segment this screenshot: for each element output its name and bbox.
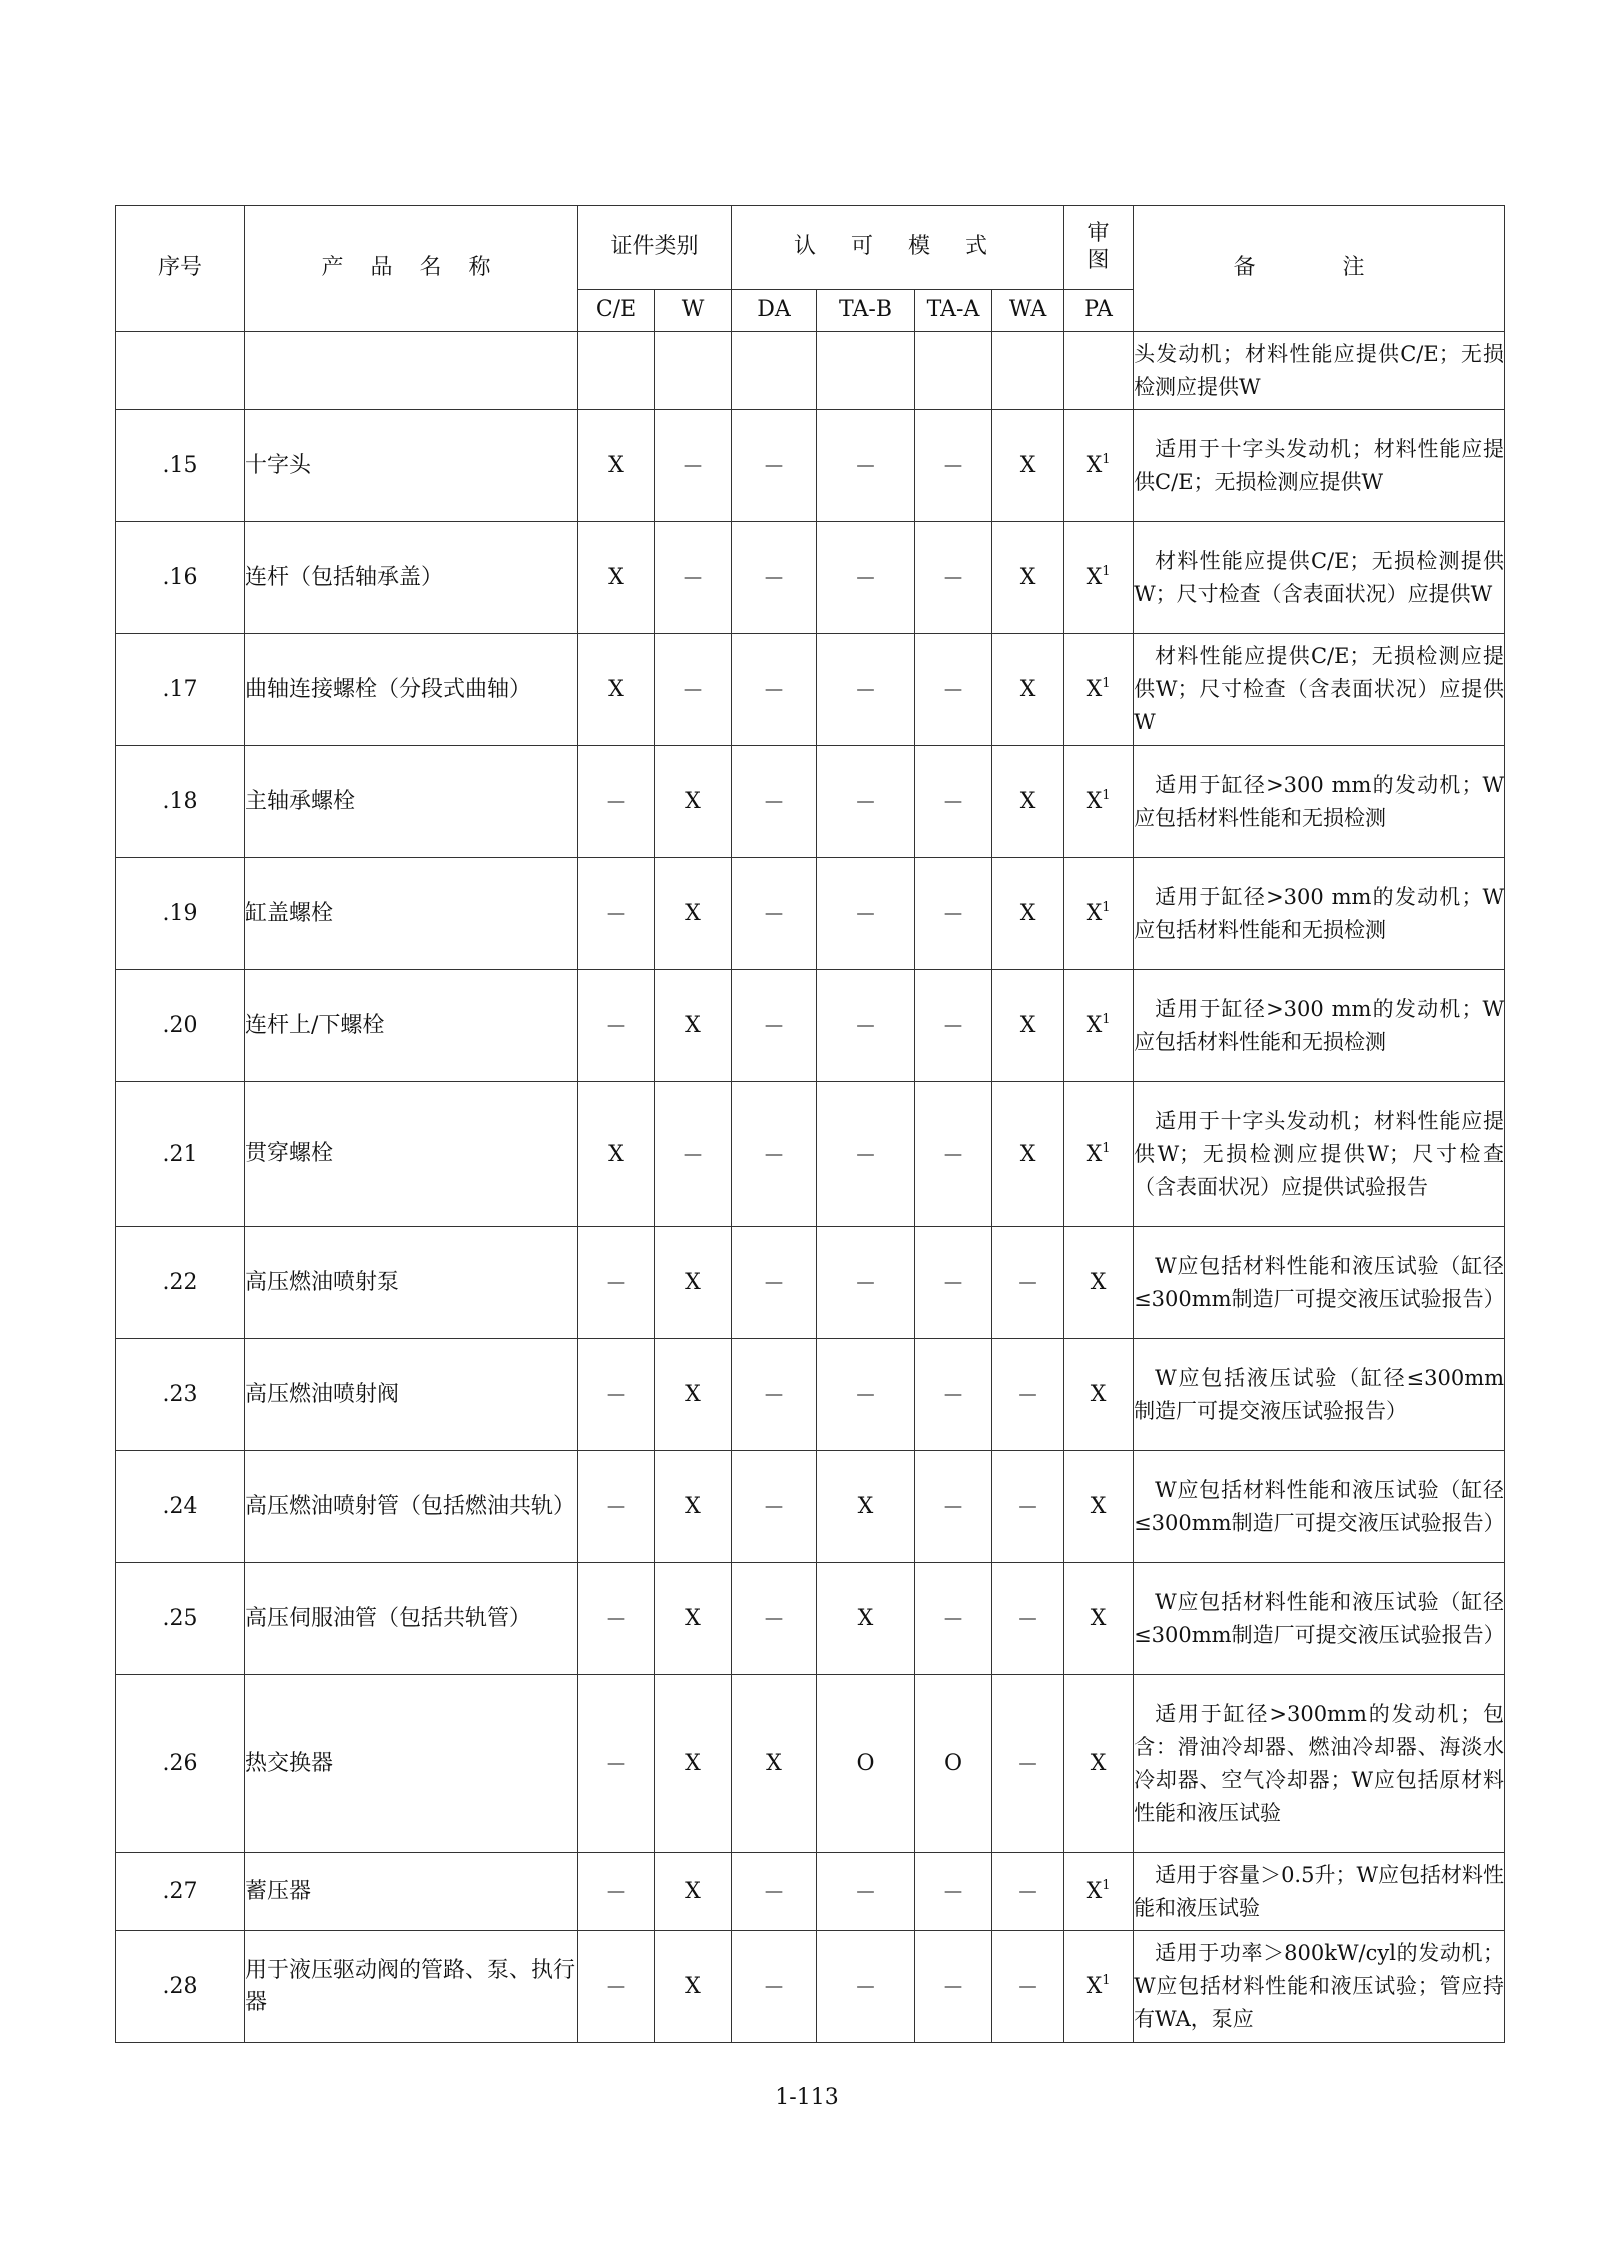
remark-text: 适用于容量＞0.5升；W应包括材料性能和液压试验 (1134, 1853, 1505, 1931)
mark-taa (915, 746, 992, 858)
remark-text: W应包括材料性能和液压试验（缸径≤300mm制造厂可提交液压试验报告） (1134, 1227, 1505, 1339)
header-col-ce: C/E (578, 290, 655, 332)
remark-text: 适用于十字头发动机；材料性能应提供W；无损检测应提供W；尺寸检查（含表面状况）应提供试验报告 (1134, 1082, 1505, 1227)
mark-da (732, 1931, 817, 2043)
mark-ce (578, 970, 655, 1082)
mark-value: － (682, 567, 705, 592)
mark-value: X (1090, 1270, 1107, 1295)
mark-taa (915, 1563, 992, 1675)
mark-da (732, 1082, 817, 1227)
mark-value: － (942, 1608, 965, 1633)
row-number: .25 (116, 1563, 245, 1675)
mark-ce (578, 410, 655, 522)
mark-wa (992, 1931, 1064, 2043)
mark-value: － (854, 455, 877, 480)
mark-value: X (1019, 789, 1036, 814)
mark-value: － (1016, 1976, 1039, 2001)
mark-value: X (608, 453, 624, 478)
mark-value: O (943, 1751, 963, 1776)
mark-tab (817, 970, 915, 1082)
mark-ce (578, 858, 655, 970)
product-name: 连杆（包括轴承盖） (245, 522, 578, 634)
mark-tab (817, 1227, 915, 1339)
mark-w (655, 1339, 732, 1451)
mark-value: X (1086, 1974, 1103, 1999)
mark-value: － (854, 679, 877, 704)
mark-value: － (854, 1272, 877, 1297)
mark-value: － (1016, 1384, 1039, 1409)
mark-w (655, 1451, 732, 1563)
mark-value: － (854, 567, 877, 592)
mark-pa (1064, 1675, 1134, 1853)
mark-value: － (604, 1753, 627, 1778)
mark-pa (1064, 522, 1134, 634)
mark-wa (992, 1675, 1064, 1853)
mark-ce (578, 634, 655, 746)
mark-taa (915, 858, 992, 970)
product-name: 连杆上/下螺栓 (245, 970, 578, 1082)
remark-text: 适用于功率＞800kW/cyl的发动机；W应包括材料性能和液压试验；管应持有WA，泵应 (1134, 1931, 1505, 2043)
mark-value: X (685, 1879, 701, 1904)
table-row (116, 1227, 1505, 1339)
mark-pa (1064, 1082, 1134, 1227)
header-approval-mode: 认 可 模 式 (732, 206, 1064, 290)
mark-value: － (942, 1143, 965, 1169)
mark-value: X (608, 565, 624, 590)
mark-wa (992, 1339, 1064, 1451)
mark-tab (817, 332, 915, 410)
mark-w (655, 1931, 732, 2043)
mark-value: X (685, 1013, 701, 1038)
mark-da (732, 1339, 817, 1451)
row-number: .15 (116, 410, 245, 522)
mark-value: X (1090, 1494, 1107, 1519)
mark-wa (992, 1451, 1064, 1563)
mark-taa (915, 1082, 992, 1227)
header-col-wa: WA (992, 290, 1064, 332)
row-number: .18 (116, 746, 245, 858)
mark-value: － (942, 1881, 965, 1906)
mark-value: － (942, 567, 965, 592)
mark-pa (1064, 1227, 1134, 1339)
mark-value: － (682, 1143, 705, 1169)
footnote-marker: 1 (1102, 564, 1111, 579)
table-row (116, 410, 1505, 522)
mark-pa (1064, 410, 1134, 522)
mark-wa (992, 1563, 1064, 1675)
mark-da (732, 970, 817, 1082)
mark-ce (578, 332, 655, 410)
footnote-marker: 1 (1102, 1012, 1111, 1027)
mark-tab (817, 746, 915, 858)
mark-value: X (1019, 901, 1036, 926)
mark-ce (578, 1675, 655, 1853)
mark-value: － (854, 1015, 877, 1040)
footnote-marker: 1 (1102, 788, 1111, 803)
mark-taa (915, 634, 992, 746)
header-cert-type: 证件类别 (578, 206, 732, 290)
footnote-marker: 1 (1102, 1140, 1111, 1156)
mark-value: X (1086, 901, 1103, 926)
product-name: 曲轴连接螺栓（分段式曲轴） (245, 634, 578, 746)
remark-text: 适用于缸径>300 mm的发动机；W应包括材料性能和无损检测 (1134, 970, 1505, 1082)
mark-value: － (763, 1272, 786, 1297)
table-row (116, 1931, 1505, 2043)
mark-value: － (604, 1272, 627, 1297)
mark-value: － (604, 1384, 627, 1409)
row-number: .16 (116, 522, 245, 634)
mark-value: X (1090, 1606, 1107, 1631)
mark-value: － (1016, 1753, 1039, 1778)
header-col-da: DA (732, 290, 817, 332)
mark-value: － (854, 1976, 877, 2001)
mark-da (732, 332, 817, 410)
header-col-pa: PA (1064, 290, 1134, 332)
mark-ce (578, 1931, 655, 2043)
mark-ce (578, 1563, 655, 1675)
page-number: 1-113 (775, 2085, 839, 2110)
mark-w (655, 410, 732, 522)
mark-taa (915, 1227, 992, 1339)
mark-value: X (685, 1270, 701, 1295)
mark-value: － (604, 1015, 627, 1040)
product-approval-table (115, 205, 1505, 2043)
mark-value: X (1019, 565, 1036, 590)
mark-taa (915, 1853, 992, 1931)
mark-wa (992, 746, 1064, 858)
mark-pa (1064, 1931, 1134, 2043)
mark-value: － (763, 455, 786, 480)
remark-text: 适用于缸径>300 mm的发动机；W应包括材料性能和无损检测 (1134, 746, 1505, 858)
table-row (116, 746, 1505, 858)
mark-pa (1064, 746, 1134, 858)
mark-value: － (763, 567, 786, 592)
mark-value: X (1019, 1013, 1036, 1038)
mark-value: X (1019, 677, 1036, 702)
mark-tab (817, 1675, 915, 1853)
mark-da (732, 1451, 817, 1563)
product-name: 蓄压器 (245, 1853, 578, 1931)
table-row (116, 970, 1505, 1082)
product-name: 缸盖螺栓 (245, 858, 578, 970)
header-col-w: W (655, 290, 732, 332)
header-product-name: 产 品 名 称 (245, 206, 578, 332)
table-row (116, 1339, 1505, 1451)
mark-ce (578, 746, 655, 858)
mark-da (732, 634, 817, 746)
mark-wa (992, 522, 1064, 634)
row-number (116, 332, 245, 410)
mark-value: － (854, 1143, 877, 1169)
remark-text: W应包括材料性能和液压试验（缸径≤300mm制造厂可提交液压试验报告） (1134, 1563, 1505, 1675)
header-col-ta-a: TA-A (915, 290, 992, 332)
mark-da (732, 1853, 817, 1931)
mark-tab (817, 1563, 915, 1675)
mark-taa (915, 410, 992, 522)
row-number: .26 (116, 1675, 245, 1853)
header-seq: 序号 (116, 206, 245, 332)
mark-value: X (685, 1751, 701, 1776)
product-name: 主轴承螺栓 (245, 746, 578, 858)
product-name: 十字头 (245, 410, 578, 522)
header-remarks: 备 注 (1134, 206, 1505, 332)
mark-value: － (854, 791, 877, 816)
product-name: 高压燃油喷射管（包括燃油共轨） (245, 1451, 578, 1563)
mark-da (732, 1227, 817, 1339)
mark-value: － (763, 1384, 786, 1409)
mark-ce (578, 1339, 655, 1451)
mark-pa (1064, 1853, 1134, 1931)
mark-wa (992, 970, 1064, 1082)
mark-value: － (942, 679, 965, 704)
mark-pa (1064, 970, 1134, 1082)
mark-w (655, 1675, 732, 1853)
table-row (116, 1451, 1505, 1563)
mark-value: － (763, 903, 786, 928)
product-name (245, 332, 578, 410)
mark-tab (817, 522, 915, 634)
footnote-marker: 1 (1102, 1973, 1111, 1988)
mark-ce (578, 522, 655, 634)
mark-value: X (766, 1751, 782, 1776)
mark-da (732, 522, 817, 634)
mark-value: － (763, 1015, 786, 1040)
mark-value: － (604, 791, 627, 816)
footnote-marker: 1 (1102, 900, 1111, 915)
mark-value: X (1019, 453, 1036, 478)
mark-value: － (682, 679, 705, 704)
mark-w (655, 332, 732, 410)
mark-wa (992, 858, 1064, 970)
mark-value: X (1086, 677, 1103, 702)
mark-tab (817, 1931, 915, 2043)
mark-wa (992, 332, 1064, 410)
mark-value: － (942, 1015, 965, 1040)
mark-wa (992, 410, 1064, 522)
product-name: 用于液压驱动阀的管路、泵、执行器 (245, 1931, 578, 2043)
mark-taa (915, 1339, 992, 1451)
mark-w (655, 746, 732, 858)
product-name: 贯穿螺栓 (245, 1082, 578, 1227)
remark-text: 材料性能应提供C/E；无损检测提供W；尺寸检查（含表面状况）应提供W (1134, 522, 1505, 634)
mark-value: X (685, 789, 701, 814)
mark-pa (1064, 858, 1134, 970)
mark-value: X (857, 1494, 874, 1519)
mark-wa (992, 1082, 1064, 1227)
mark-pa (1064, 1563, 1134, 1675)
mark-tab (817, 1339, 915, 1451)
mark-value: X (685, 1606, 701, 1631)
header-drawing-review: 审图 (1064, 206, 1134, 290)
table-row (116, 1082, 1505, 1227)
header-col-ta-b: TA-B (817, 290, 915, 332)
mark-w (655, 858, 732, 970)
mark-tab (817, 634, 915, 746)
footnote-marker: 1 (1102, 1878, 1111, 1893)
row-number: .21 (116, 1082, 245, 1227)
remark-text: 适用于缸径>300mm的发动机；包含：滑油冷却器、燃油冷却器、海淡水冷却器、空气冷却器；W应包括原材料性能和液压试验 (1134, 1675, 1505, 1853)
mark-taa (915, 970, 992, 1082)
mark-da (732, 1675, 817, 1853)
product-name: 热交换器 (245, 1675, 578, 1853)
mark-taa (915, 1675, 992, 1853)
mark-wa (992, 1227, 1064, 1339)
mark-value: － (604, 1881, 627, 1906)
mark-pa (1064, 332, 1134, 410)
mark-value: X (608, 1141, 624, 1167)
mark-value: － (1016, 1496, 1039, 1521)
mark-value: X (1090, 1382, 1107, 1407)
mark-wa (992, 1853, 1064, 1931)
mark-value: － (942, 1272, 965, 1297)
product-name: 高压燃油喷射泵 (245, 1227, 578, 1339)
mark-value: － (1016, 1608, 1039, 1633)
footnote-marker: 1 (1102, 452, 1111, 467)
mark-da (732, 858, 817, 970)
mark-ce (578, 1853, 655, 1931)
mark-value: O (856, 1751, 875, 1776)
mark-value: － (942, 903, 965, 928)
mark-w (655, 1227, 732, 1339)
mark-value: X (685, 901, 701, 926)
table-row (116, 522, 1505, 634)
mark-value: X (685, 1974, 701, 1999)
mark-value: － (763, 1608, 786, 1633)
mark-w (655, 1563, 732, 1675)
table-row (116, 1675, 1505, 1853)
remark-text: 适用于十字头发动机；材料性能应提供C/E；无损检测应提供W (1134, 410, 1505, 522)
mark-value: X (1086, 1879, 1103, 1904)
mark-value: － (942, 1384, 965, 1409)
mark-value: X (1090, 1751, 1107, 1776)
table-body (116, 332, 1505, 2043)
mark-tab (817, 1082, 915, 1227)
footnote-marker: 1 (1102, 676, 1111, 691)
mark-tab (817, 858, 915, 970)
table-row (116, 332, 1505, 410)
mark-w (655, 970, 732, 1082)
mark-value: － (604, 903, 627, 928)
mark-value: － (763, 1976, 786, 2001)
mark-w (655, 634, 732, 746)
table-row (116, 1563, 1505, 1675)
mark-value: X (1086, 565, 1103, 590)
mark-value: － (604, 1976, 627, 2001)
remark-text: W应包括材料性能和液压试验（缸径≤300mm制造厂可提交液压试验报告） (1134, 1451, 1505, 1563)
mark-taa (915, 1931, 992, 2043)
mark-value: － (763, 791, 786, 816)
mark-value: X (685, 1494, 701, 1519)
mark-value: X (685, 1382, 701, 1407)
mark-da (732, 746, 817, 858)
remark-text: 材料性能应提供C/E；无损检测应提供W；尺寸检查（含表面状况）应提供W (1134, 634, 1505, 746)
row-number: .23 (116, 1339, 245, 1451)
mark-value: － (942, 1496, 965, 1521)
mark-value: － (763, 1881, 786, 1906)
table-row (116, 1853, 1505, 1931)
mark-value: － (763, 1143, 786, 1169)
mark-value: － (604, 1496, 627, 1521)
row-number: .20 (116, 970, 245, 1082)
mark-value: － (854, 1384, 877, 1409)
mark-value: X (1086, 1013, 1103, 1038)
mark-ce (578, 1451, 655, 1563)
mark-taa (915, 1451, 992, 1563)
mark-value: － (682, 455, 705, 480)
mark-value: X (608, 677, 624, 702)
table-row (116, 858, 1505, 970)
mark-ce (578, 1227, 655, 1339)
mark-value: X (1086, 453, 1103, 478)
mark-value: X (1019, 1141, 1036, 1167)
mark-tab (817, 1451, 915, 1563)
mark-value: － (763, 1496, 786, 1521)
mark-da (732, 1563, 817, 1675)
mark-value: － (1016, 1881, 1039, 1906)
mark-ce (578, 1082, 655, 1227)
mark-value: － (942, 791, 965, 816)
mark-pa (1064, 1451, 1134, 1563)
product-name: 高压燃油喷射阀 (245, 1339, 578, 1451)
mark-value: － (854, 1881, 877, 1906)
row-number: .22 (116, 1227, 245, 1339)
row-number: .17 (116, 634, 245, 746)
row-number: .28 (116, 1931, 245, 2043)
table-row (116, 634, 1505, 746)
mark-value: － (942, 1976, 965, 2001)
remark-text: 适用于缸径>300 mm的发动机；W应包括材料性能和无损检测 (1134, 858, 1505, 970)
mark-tab (817, 1853, 915, 1931)
mark-w (655, 522, 732, 634)
mark-value: － (763, 679, 786, 704)
row-number: .19 (116, 858, 245, 970)
mark-wa (992, 634, 1064, 746)
remark-text: 头发动机；材料性能应提供C/E；无损检测应提供W (1134, 332, 1505, 410)
row-number: .24 (116, 1451, 245, 1563)
row-number: .27 (116, 1853, 245, 1931)
mark-taa (915, 332, 992, 410)
mark-value: － (854, 903, 877, 928)
mark-w (655, 1082, 732, 1227)
mark-pa (1064, 634, 1134, 746)
mark-da (732, 410, 817, 522)
remark-text: W应包括液压试验（缸径≤300mm制造厂可提交液压试验报告） (1134, 1339, 1505, 1451)
mark-taa (915, 522, 992, 634)
mark-pa (1064, 1339, 1134, 1451)
mark-value: X (1086, 1141, 1103, 1167)
mark-value: X (857, 1606, 874, 1631)
product-name: 高压伺服油管（包括共轨管） (245, 1563, 578, 1675)
mark-value: － (942, 455, 965, 480)
mark-value: － (604, 1608, 627, 1633)
mark-value: X (1086, 789, 1103, 814)
mark-w (655, 1853, 732, 1931)
mark-tab (817, 410, 915, 522)
mark-value: － (1016, 1272, 1039, 1297)
